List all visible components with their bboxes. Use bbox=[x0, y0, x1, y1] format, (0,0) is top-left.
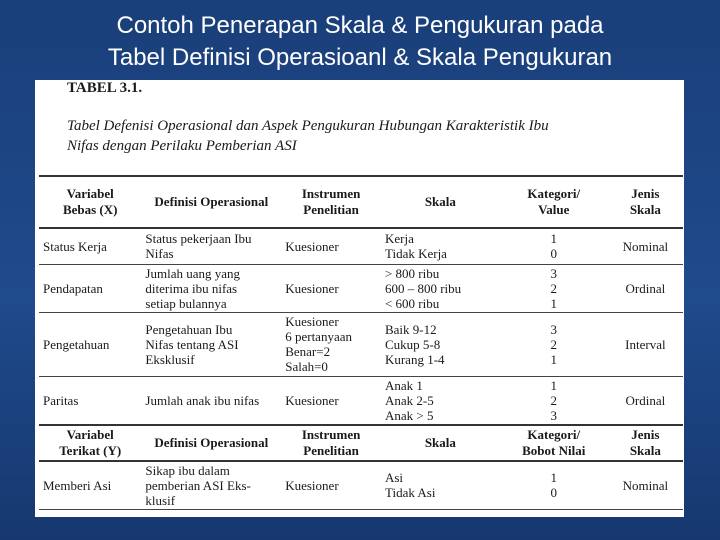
cell-line: Jumlah anak ibu nifas bbox=[145, 392, 260, 408]
cell-line: Kuesioner bbox=[285, 280, 339, 296]
cell-line: > 800 ribu bbox=[384, 265, 440, 281]
cell-line: 3 bbox=[550, 321, 557, 337]
variabel-cell: Paritas bbox=[43, 392, 79, 408]
cell-line: diterima ibu nifas bbox=[145, 280, 238, 296]
cell-line: Kerja bbox=[384, 231, 414, 247]
cell-line: 0 bbox=[550, 485, 557, 500]
cell-line: Terikat (Y) bbox=[59, 442, 122, 458]
header-instrumen bbox=[281, 425, 381, 461]
cell-line: Kuesioner bbox=[285, 477, 339, 493]
header-row-bebas bbox=[39, 176, 683, 228]
cell-line: 1 bbox=[550, 231, 557, 247]
table-row bbox=[39, 376, 683, 425]
header-variabel bbox=[39, 425, 141, 461]
variabel-cell: Pengetahuan bbox=[43, 336, 110, 352]
table-label: TABEL 3.1. bbox=[67, 80, 143, 96]
header-jenis: Jenis Skala bbox=[629, 186, 661, 217]
skala-cell bbox=[381, 228, 500, 264]
caption-line-1: Tabel Defenisi Operasional dan Aspek Pengukuran Hubungan Karakteristik Ibu bbox=[67, 118, 549, 134]
table-document bbox=[35, 80, 684, 517]
cell-line: klusif bbox=[145, 492, 176, 508]
variabel-cell: Pendapatan bbox=[43, 280, 103, 296]
header-kategori bbox=[500, 425, 608, 461]
header-definisi: Definisi Operasional bbox=[154, 434, 269, 450]
header-jenis bbox=[608, 425, 683, 461]
header-definisi: Definisi Operasional bbox=[154, 194, 269, 209]
instrumen-cell bbox=[281, 376, 381, 425]
cell-line: Status pekerjaan Ibu bbox=[145, 231, 252, 247]
cell-line: Cukup 5-8 bbox=[384, 336, 441, 352]
cell-line: Nifas tentang ASI bbox=[145, 336, 239, 352]
cell-line: 1 bbox=[550, 351, 557, 367]
cell-line: Jumlah uang yang bbox=[145, 265, 240, 281]
variabel-cell: Status Kerja bbox=[43, 238, 107, 254]
cell-line: 2 bbox=[550, 392, 557, 408]
cell-line: 2 bbox=[550, 336, 557, 352]
cell-line: Bobot Nilai bbox=[522, 442, 586, 458]
table-row bbox=[39, 228, 683, 264]
jenis-cell: Ordinal bbox=[625, 280, 666, 296]
cell-line: Kategori/ bbox=[527, 426, 581, 442]
header-kategori: Kategori/ Value bbox=[527, 186, 581, 217]
cell-line: Nifas bbox=[145, 246, 174, 262]
cell-line: Baik 9-12 bbox=[384, 321, 437, 337]
kategori-cell bbox=[500, 461, 608, 510]
instrumen-cell bbox=[281, 228, 381, 264]
jenis-cell: Ordinal bbox=[625, 392, 666, 408]
cell-line: Instrumen bbox=[301, 426, 361, 442]
table-caption bbox=[67, 116, 667, 156]
kategori-cell bbox=[500, 376, 608, 425]
cell-line: Kuesioner bbox=[285, 314, 339, 329]
cell-line: setiap bulannya bbox=[145, 295, 227, 311]
table-row bbox=[39, 461, 683, 510]
caption-line-2: Nifas dengan Perilaku Pemberian ASI bbox=[67, 138, 297, 154]
cell-line: Pengetahuan Ibu bbox=[145, 321, 233, 337]
skala-cell bbox=[381, 264, 500, 312]
table-row bbox=[39, 264, 683, 312]
jenis-cell: Interval bbox=[625, 336, 666, 352]
kategori-cell bbox=[500, 312, 608, 376]
cell-line: Kurang 1-4 bbox=[384, 351, 445, 367]
cell-line: Skala bbox=[629, 442, 661, 458]
cell-line: < 600 ribu bbox=[384, 295, 440, 311]
cell-line: Salah=0 bbox=[285, 359, 328, 374]
header-row-terikat bbox=[39, 425, 683, 461]
cell-line: Jenis bbox=[631, 426, 660, 442]
definisi-cell bbox=[141, 461, 281, 510]
definisi-cell bbox=[141, 376, 281, 425]
cell-line: 3 bbox=[550, 407, 557, 423]
header-instrumen: Instrumen Penelitian bbox=[301, 186, 361, 217]
kategori-cell bbox=[500, 264, 608, 312]
jenis-cell: Nominal bbox=[622, 477, 669, 493]
header-skala: Skala bbox=[424, 194, 456, 209]
definisi-cell bbox=[141, 312, 281, 376]
cell-line: pemberian ASI Eks- bbox=[145, 477, 251, 493]
skala-cell bbox=[381, 461, 500, 510]
cell-line: Asi bbox=[384, 470, 404, 485]
definition-table bbox=[39, 175, 683, 510]
cell-line: 1 bbox=[550, 470, 557, 485]
jenis-cell: Nominal bbox=[622, 238, 669, 254]
cell-line: 600 – 800 ribu bbox=[384, 280, 462, 296]
cell-line: Tidak Asi bbox=[384, 485, 436, 500]
table-row bbox=[39, 312, 683, 376]
cell-line: Anak 1 bbox=[384, 377, 423, 393]
cell-line: 3 bbox=[550, 265, 557, 281]
cell-line: Tidak Kerja bbox=[384, 246, 447, 262]
cell-line: Penelitian bbox=[303, 442, 359, 458]
cell-line: Benar=2 bbox=[285, 344, 331, 359]
instrumen-cell bbox=[281, 461, 381, 510]
header-skala: Skala bbox=[424, 434, 456, 450]
instrumen-cell bbox=[281, 264, 381, 312]
cell-line: Kuesioner bbox=[285, 392, 339, 408]
cell-line: Eksklusif bbox=[145, 351, 195, 367]
cell-line: Anak 2-5 bbox=[384, 392, 434, 408]
cell-line: 6 pertanyaan bbox=[285, 329, 352, 344]
definisi-cell bbox=[141, 228, 281, 264]
skala-cell bbox=[381, 312, 500, 376]
cell-line: Kuesioner bbox=[285, 238, 339, 254]
skala-cell bbox=[381, 376, 500, 425]
slide-title-line-1: Contoh Penerapan Skala & Pengukuran pada bbox=[116, 12, 604, 39]
cell-line: Sikap ibu dalam bbox=[145, 462, 230, 478]
slide-title bbox=[0, 10, 720, 74]
variabel-cell: Memberi Asi bbox=[43, 477, 112, 493]
cell-line: 0 bbox=[550, 246, 557, 262]
cell-line: 1 bbox=[550, 377, 557, 393]
slide-title-line-2: Tabel Definisi Operasioanl & Skala Pengukuran bbox=[107, 44, 613, 71]
cell-line: 2 bbox=[550, 280, 557, 296]
header-variabel: Variabel Bebas (X) bbox=[62, 186, 118, 217]
kategori-cell bbox=[500, 228, 608, 264]
definisi-cell bbox=[141, 264, 281, 312]
cell-line: Anak > 5 bbox=[384, 407, 434, 423]
cell-line: 1 bbox=[550, 295, 557, 311]
cell-line: Variabel bbox=[66, 426, 114, 442]
instrumen-cell bbox=[281, 312, 381, 376]
